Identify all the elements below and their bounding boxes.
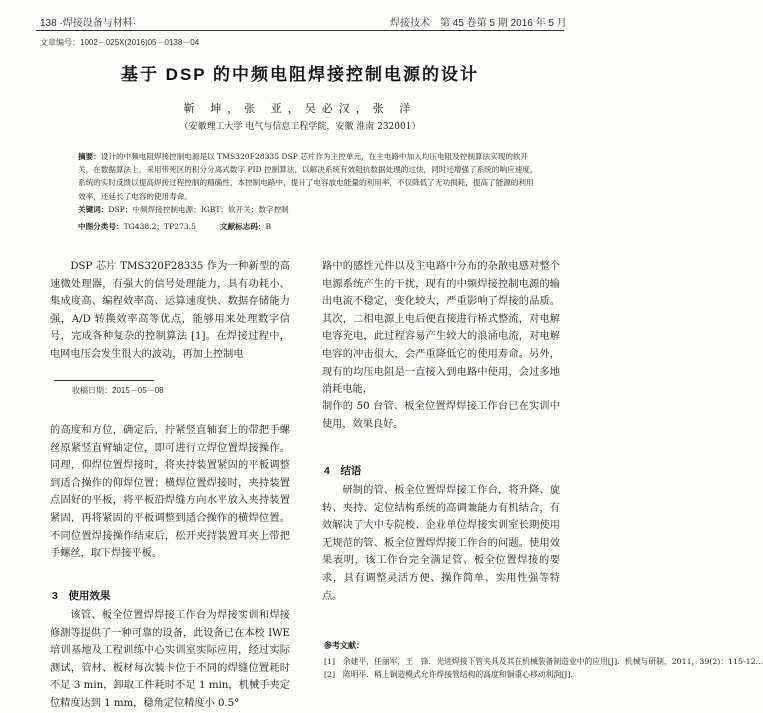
paper-title: 基于 DSP 的中频电阻焊接控制电源的设计 (120, 65, 480, 84)
column-right-body (322, 398, 560, 433)
references-list (324, 656, 763, 681)
keywords (78, 204, 538, 215)
effect-paragraph: 该管、板全位置焊焊接工作台为焊接实训和焊接修测等提供了一种可靠的设备，此设备已在本校 IWE 培训基地及工程训练中心实训室实际应用，经过实际测试，管材、板材每次装卡位于不同的焊缝位置耗时不足 3 min，卸取工件耗时不足 1 min，机械手夹定位精度达到 1 mm，稳角定位精度小 0.5° (50, 610, 290, 709)
abstract (78, 150, 538, 203)
abstract-text: 设计的中频电阻焊接控制电源是以 TMS320F28335 DSP 芯片作为主控单元，在主电路中加入均压电阻及控制算法实现的软开关，在数据算法上，采用带死区的积分分离式数字 PID 控制算法，以解决系统有效阻抗数据处理的过快，同时还增强了系统的响应速度，系统的实时反馈以提高焊接过程控制的精确性，本控制电路中，提升了电容放电能量的利用率，不仅降低了无功损耗，提高了能源的利用效率，还延长了电容的使用寿命。 (78, 152, 538, 201)
operation-paragraph: 的高度和方位，确定后，拧紧竖直轴套上的带把手螺丝原紧竖直臂轴定位，即可进行立焊位置焊接操作。同理，仰焊位置焊接时，将夹持装置紧固的平板调整到适合操作的仰焊位置；横焊位置焊接时，夹持装置点固好的平板，将平板沿焊缝方向水平放入夹持装置紧固，再将紧固的平板调整到适合操作的横焊位置。不同位置焊接操作结束后，松开夹持装置耳夹上带把手螺丝，取下焊接平板。 (50, 425, 290, 560)
classification-line (78, 221, 538, 232)
intro-paragraph: DSP 芯片 TMS320F28335 作为一种新型的高速微处理器，有强大的信号处理能力，具有功耗小、集成度高、编程效率高、运算速度快、数据存储能力强，A/D 转换效率高等优点，能够用来处理数字信号，完成各种复杂的控制算法 [1]。在焊接过程中，电网电压会发生很大的波动，再加上控制电 (50, 261, 290, 360)
article-number: 文章编号：1002－025X(2016)05－0138－04 (40, 38, 200, 47)
section-heading-3: 3 使用效果 (52, 590, 111, 602)
intro-continued-paragraph: 路中的感性元件以及主电路中分布的杂散电感对整个电源系统产生的干扰，现有的中频焊接控制电源的输出电流不稳定，变化较大，严重影响了焊接的品质。其次，二相电源上电后便直接进行桥式整流，对电解电容充电，此过程容易产生较大的浪涌电流，对电解电容的冲击很大，会严重降低它的使用寿命。另外，现有的均压电阻是一直接入到电路中使用，会过多地消耗电能， (322, 261, 560, 396)
running-header-right: 焊接技术 第 45 卷第 5 期 2016 年 5 月 (390, 18, 567, 29)
abstract-label: 摘要： (78, 152, 101, 161)
references-heading: 参考文献： (324, 641, 364, 650)
keywords-label: 关键词： (78, 205, 109, 214)
usage-paragraph: 制作的 50 台管、板全位置焊焊接工作台已在实训中使用，效果良好。 (322, 401, 560, 430)
received-date: 收稿日期：2015－05－08 (72, 386, 164, 395)
document-code: 文献标志码：B (219, 222, 272, 231)
authors: 靳 坤，张 亚，吴必汉，张 洋 (183, 102, 417, 115)
header-divider (36, 30, 564, 31)
column-left-intro (50, 258, 290, 364)
column-right-intro (322, 258, 560, 399)
section-heading-4: 4 结语 (324, 465, 362, 477)
clc-number: 中图分类号：TG438.2；TP273.5 (78, 222, 196, 231)
conclusion-paragraph: 研制的管、板全位置焊焊接工作台，将升降、旋转、夹持、定位结构系统的高调兼能力有机结合，有效解决了大中专院校、企业单位焊接实训室长期使用无规范的管、板全位置焊焊接工作台的问题。使用效果表明，该工作台完全满足管、板全位置焊接的要求，具有调整灵活方便、操作简单、实用性强等特点。 (322, 485, 560, 602)
reference-item: [2] 陈明平．稍上铜造模式允许焊接管结构的高度和铜重心移动利润[J]． (324, 669, 579, 679)
column-right-conclusion (322, 482, 560, 605)
column-left-effect (50, 607, 290, 713)
affiliation: （安徽理工大学 电气与信息工程学院，安徽 淮南 232001） (179, 122, 421, 132)
column-left-body (50, 422, 290, 563)
footnote-divider (54, 380, 154, 381)
reference-item: [1] 余建平，任丽军，王 锋．光进焊接下管夹具及其在机械装备制造业中的应用[J]．机械与研制，2011，39(2)：115-12… (324, 657, 763, 666)
keywords-text: DSP；中频焊接控制电源；IGBT；软开关；数字控制 (108, 205, 289, 214)
running-header-left: 138 ·焊接设备与材料· (40, 18, 137, 29)
